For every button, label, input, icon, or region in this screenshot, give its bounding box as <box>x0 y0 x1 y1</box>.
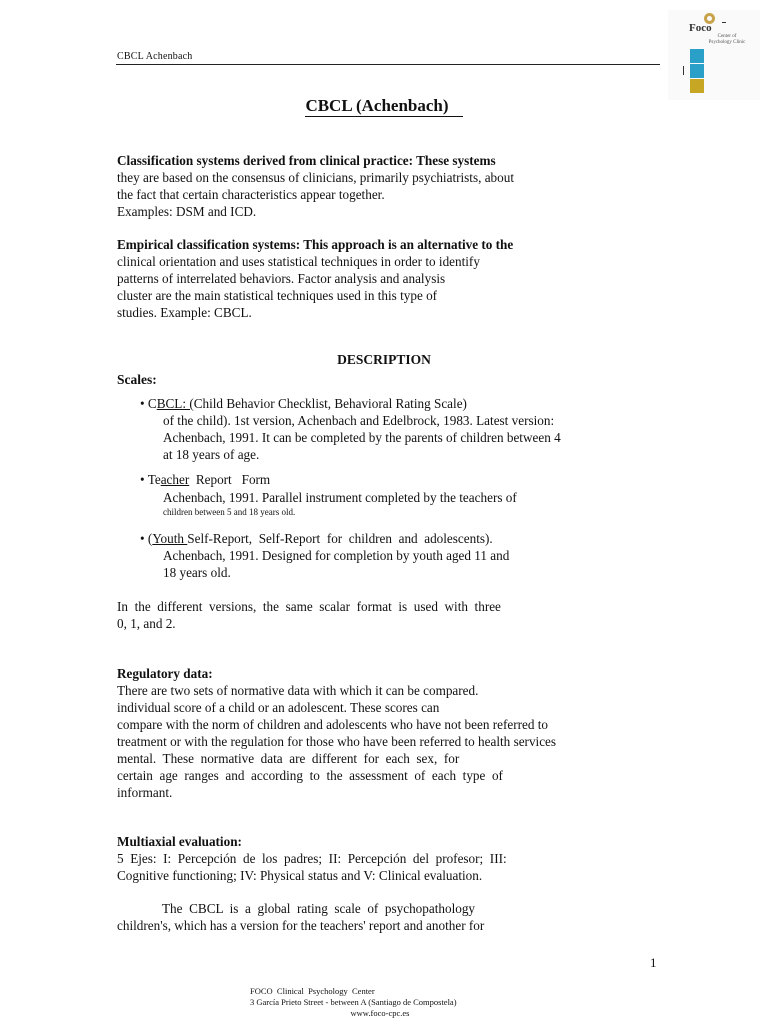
header-rule <box>116 64 660 65</box>
scales-label: Scales: <box>117 372 157 387</box>
scale-body-line: at 18 years of age. <box>163 447 260 462</box>
scale-item-ysr <box>140 530 580 547</box>
logo-square-blue-top <box>690 49 704 63</box>
bullet-icon: • <box>140 472 145 487</box>
scale-item-trf-body <box>163 489 583 518</box>
foco-logo <box>668 10 760 100</box>
p2-heading: Empirical classification systems: This approach is an alternative to the <box>117 237 514 252</box>
p2-line: clinical orientation and uses statistical techniques in order to identify <box>117 254 480 269</box>
scale-body-line: 18 years old. <box>163 565 231 580</box>
footer-website-link[interactable]: www.foco-cpc.es <box>350 1008 410 1018</box>
p1-line: the fact that certain characteristics appear together. <box>117 187 385 202</box>
p1-line: Examples: DSM and ICD. <box>117 204 257 219</box>
scale-body-small-line: children between 5 and 18 years old. <box>163 507 296 517</box>
intro-paragraph-1 <box>117 152 589 220</box>
logo-subtitle: Center of Psychology Clinic <box>708 34 746 45</box>
versions-paragraph <box>117 598 581 632</box>
scale-item-ysr-body <box>163 547 581 581</box>
bullet-icon: • <box>140 396 145 411</box>
description-heading: DESCRIPTION <box>337 352 431 367</box>
running-header: CBCL Achenbach <box>117 51 193 62</box>
multiaxial-line: 5 Ejes: I: Percepción de los padres; II: Percepción del profesor; III: <box>117 851 507 866</box>
multiaxial-section <box>117 833 620 884</box>
footer-address: 3 García Prieto Street - between A (Santiago de Compostela) <box>250 997 457 1007</box>
page-title-text: CBCL (Achenbach) <box>305 96 462 117</box>
regulatory-section <box>117 665 611 801</box>
versions-line: In the different versions, the same scalar format is used with three <box>117 599 501 614</box>
p1-heading: Classification systems derived from clinical practice: These systems <box>117 153 496 168</box>
scale-body-line: Achenbach, 1991. Parallel instrument completed by the teachers of <box>163 490 517 505</box>
versions-line: 0, 1, and 2. <box>117 616 176 631</box>
p1-line: they are based on the consensus of clinicians, primarily psychiatrists, about <box>117 170 514 185</box>
p2-line: cluster are the main statistical techniques used in this type of <box>117 288 438 303</box>
page-title <box>0 96 768 117</box>
scale-body-line: Achenbach, 1991. It can be completed by the parents of children between 4 <box>163 430 561 445</box>
p2-line: studies. Example: CBCL. <box>117 305 252 320</box>
scale-item-cbcl <box>140 395 467 412</box>
multiaxial-line: Cognitive functioning; IV: Physical status and V: Clinical evaluation. <box>117 868 483 883</box>
logo-square-blue-bottom <box>690 64 704 78</box>
closing-line: The CBCL is a global rating scale of psychopathology <box>162 901 476 916</box>
scale-item-lead: ( <box>147 531 153 546</box>
regulatory-line: compare with the norm of children and adolescents who have not been referred to <box>117 717 548 732</box>
logo-square-gold <box>690 79 704 93</box>
page-number: 1 <box>650 955 657 970</box>
scale-item-rest: Report Form <box>189 472 271 487</box>
scale-item-underlined: BCL: ( <box>156 396 194 411</box>
regulatory-line: individual score of a child or an adolescent. These scores can <box>117 700 440 715</box>
scale-item-cbcl-body <box>163 412 625 463</box>
closing-line: children's, which has a version for the teachers' report and another for <box>117 918 485 933</box>
logo-dash <box>722 22 726 23</box>
bullet-icon: • <box>140 531 145 546</box>
intro-paragraph-2 <box>117 236 589 321</box>
scale-body-line: Achenbach, 1991. Designed for completion by youth aged 11 and <box>163 548 510 563</box>
scale-body-line: of the child). 1st version, Achenbach and Edelbrock, 1983. Latest version: <box>163 413 555 428</box>
regulatory-line: mental. These normative data are different for each sex, for <box>117 751 460 766</box>
logo-name: Foco <box>689 22 712 34</box>
p2-line: patterns of interrelated behaviors. Factor analysis and analysis <box>117 271 446 286</box>
closing-paragraph <box>117 900 547 934</box>
scale-item-rest: Self-Report, Self-Report for children and adolescents). <box>187 531 493 546</box>
scale-item-lead: Te <box>147 472 161 487</box>
regulatory-heading: Regulatory data: <box>117 666 213 681</box>
logo-arc-inner <box>707 16 712 21</box>
scale-item-underlined: acher <box>160 472 190 487</box>
footer-org: FOCO Clinical Psychology Center <box>250 986 375 996</box>
regulatory-line: treatment or with the regulation for those who have been referred to health services <box>117 734 557 749</box>
scale-item-rest: Child Behavior Checklist, Behavioral Rating Scale) <box>193 396 467 411</box>
regulatory-line: certain age ranges and according to the assessment of each type of <box>117 768 503 783</box>
scale-item-lead: C <box>147 396 157 411</box>
regulatory-line: There are two sets of normative data with which it can be compared. <box>117 683 479 698</box>
logo-bars-icon <box>682 66 686 75</box>
scale-item-underlined: Youth <box>152 531 188 546</box>
page-footer <box>250 986 510 1019</box>
regulatory-line: informant. <box>117 785 173 800</box>
multiaxial-heading: Multiaxial evaluation: <box>117 834 242 849</box>
scale-item-trf <box>140 471 270 488</box>
